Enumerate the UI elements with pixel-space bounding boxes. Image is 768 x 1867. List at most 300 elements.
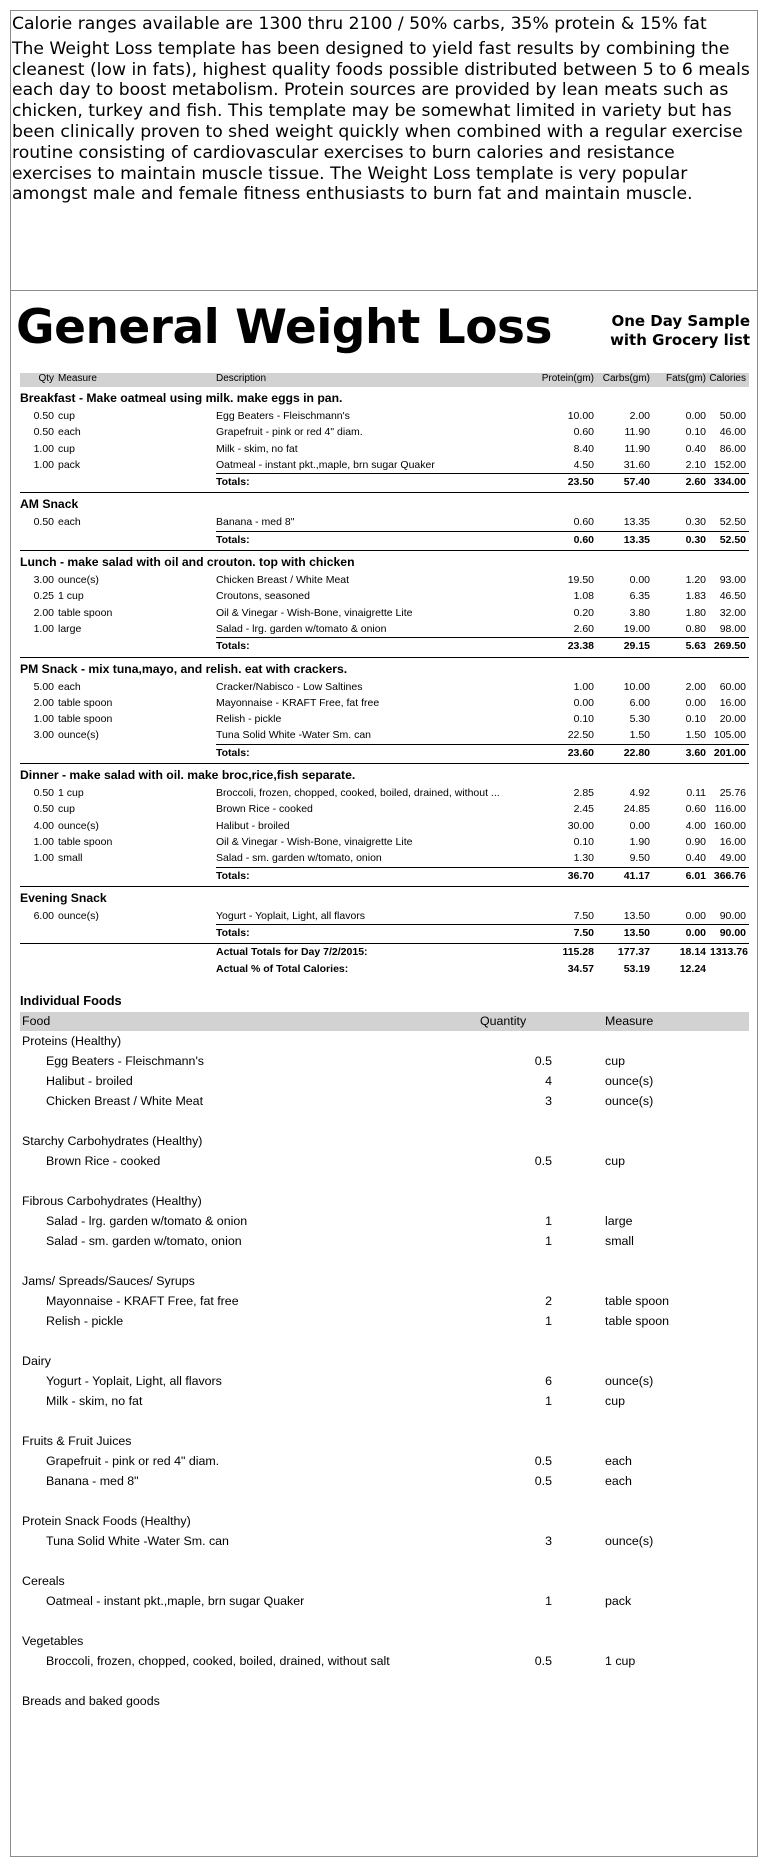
food-name: Milk - skim, no fat bbox=[46, 1394, 143, 1408]
item-measure: table spoon bbox=[58, 713, 113, 726]
food-name: Halibut - broiled bbox=[46, 1074, 133, 1088]
food-name: Oatmeal - instant pkt.,maple, brn sugar Quaker bbox=[46, 1594, 305, 1608]
item-calories: 49.00 bbox=[719, 852, 746, 865]
item-fats: 0.00 bbox=[685, 410, 706, 422]
item-calories: 46.00 bbox=[719, 426, 746, 439]
food-category bbox=[20, 1131, 749, 1151]
item-calories: 86.00 bbox=[719, 442, 746, 455]
col-qty: Qty bbox=[38, 373, 54, 384]
food-row bbox=[20, 1051, 749, 1071]
item-fats: 0.40 bbox=[685, 442, 706, 455]
item-measure: 1 cup bbox=[58, 787, 84, 800]
section-divider bbox=[10, 290, 758, 291]
food-measure: table spoon bbox=[605, 1294, 670, 1308]
meal-totals-row bbox=[20, 925, 749, 941]
food-measure: pack bbox=[605, 1594, 632, 1608]
item-description: Halibut - broiled bbox=[216, 819, 290, 832]
foods-table-header bbox=[20, 1012, 749, 1031]
food-category-name: Starchy Carbohydrates (Healthy) bbox=[22, 1134, 203, 1148]
item-measure: each bbox=[58, 426, 81, 439]
food-category-name: Breads and baked goods bbox=[22, 1694, 160, 1708]
item-protein: 0.60 bbox=[573, 426, 594, 439]
food-category bbox=[20, 1191, 749, 1211]
item-measure: pack bbox=[58, 458, 81, 471]
totals-label: Totals: bbox=[216, 746, 250, 759]
col-food: Food bbox=[22, 1014, 51, 1028]
totals-calories: 201.00 bbox=[713, 746, 746, 759]
item-measure: ounce(s) bbox=[58, 819, 99, 832]
totals-calories: 334.00 bbox=[713, 476, 746, 489]
item-qty: 1.00 bbox=[33, 835, 54, 848]
item-qty: 2.00 bbox=[33, 606, 54, 619]
item-calories: 60.00 bbox=[719, 680, 746, 693]
food-category-name: Fibrous Carbohydrates (Healthy) bbox=[22, 1194, 202, 1208]
food-quantity: 2 bbox=[545, 1294, 552, 1308]
meal-item-row bbox=[20, 727, 749, 743]
item-qty: 1.00 bbox=[33, 458, 54, 471]
food-row bbox=[20, 1591, 749, 1611]
meal-totals-row bbox=[20, 868, 749, 884]
item-protein: 2.60 bbox=[573, 622, 594, 635]
item-qty: 0.50 bbox=[33, 426, 54, 439]
item-description: Banana - med 8" bbox=[216, 516, 295, 529]
item-carbs: 6.35 bbox=[629, 590, 650, 603]
individual-foods-section bbox=[20, 990, 749, 1711]
foods-list bbox=[20, 1031, 749, 1711]
food-name: Tuna Solid White -Water Sm. can bbox=[46, 1534, 229, 1548]
item-measure: cup bbox=[58, 803, 75, 816]
meal-title: AM Snack bbox=[20, 497, 79, 512]
item-fats: 2.00 bbox=[685, 680, 706, 693]
item-qty: 6.00 bbox=[33, 909, 54, 922]
food-category-name: Vegetables bbox=[22, 1634, 84, 1648]
item-measure: small bbox=[58, 852, 83, 865]
item-measure: table spoon bbox=[58, 696, 113, 709]
totals-carbs: 29.15 bbox=[623, 640, 650, 653]
food-row bbox=[20, 1291, 749, 1311]
meal-item-row bbox=[20, 457, 749, 473]
food-measure: large bbox=[605, 1214, 633, 1228]
meal-totals-row bbox=[20, 532, 749, 548]
totals-carbs: 13.35 bbox=[623, 533, 650, 546]
item-description: Cracker/Nabisco - Low Saltines bbox=[216, 680, 363, 693]
food-category bbox=[20, 1271, 749, 1291]
food-name: Salad - lrg. garden w/tomato & onion bbox=[46, 1214, 248, 1228]
food-category-name: Cereals bbox=[22, 1574, 65, 1588]
totals-calories: 90.00 bbox=[719, 927, 746, 940]
category-spacer bbox=[20, 1491, 749, 1511]
food-name: Grapefruit - pink or red 4" diam. bbox=[46, 1454, 220, 1468]
category-spacer bbox=[20, 1111, 749, 1131]
totals-label: Totals: bbox=[216, 533, 250, 546]
item-fats: 4.00 bbox=[685, 819, 706, 832]
subtitle-line-1: One Day Sample bbox=[611, 312, 750, 330]
item-qty: 1.00 bbox=[33, 622, 54, 635]
actual-totals-carbs: 177.37 bbox=[617, 946, 650, 959]
category-spacer bbox=[20, 1611, 749, 1631]
item-carbs: 10.00 bbox=[623, 680, 650, 693]
meal-item-row bbox=[20, 834, 749, 850]
item-fats: 1.80 bbox=[685, 606, 706, 619]
actual-percent-protein: 34.57 bbox=[567, 962, 594, 975]
food-quantity: 1 bbox=[545, 1214, 552, 1228]
item-description: Oil & Vinegar - Wish-Bone, vinaigrette Lite bbox=[216, 835, 413, 848]
meal-item-row bbox=[20, 785, 749, 801]
page-title: General Weight Loss bbox=[16, 300, 552, 355]
food-quantity: 0.5 bbox=[534, 1454, 552, 1468]
item-carbs: 19.00 bbox=[623, 622, 650, 635]
item-carbs: 4.92 bbox=[629, 787, 650, 800]
meal-item-row bbox=[20, 850, 749, 866]
item-measure: large bbox=[58, 622, 82, 635]
item-description: Croutons, seasoned bbox=[216, 590, 310, 603]
item-protein: 0.60 bbox=[573, 516, 594, 529]
food-measure: ounce(s) bbox=[605, 1074, 654, 1088]
food-row bbox=[20, 1231, 749, 1251]
food-measure: ounce(s) bbox=[605, 1094, 654, 1108]
meal-item-row bbox=[20, 605, 749, 621]
item-carbs: 13.50 bbox=[623, 909, 650, 922]
item-protein: 1.00 bbox=[573, 680, 594, 693]
totals-protein: 0.60 bbox=[573, 533, 594, 546]
item-carbs: 0.00 bbox=[629, 819, 650, 832]
food-row bbox=[20, 1071, 749, 1091]
meal-totals-row bbox=[20, 638, 749, 654]
food-quantity: 0.5 bbox=[534, 1154, 552, 1168]
actual-percent-fats: 12.24 bbox=[679, 962, 706, 975]
food-measure: cup bbox=[605, 1154, 625, 1168]
actual-totals-protein: 115.28 bbox=[562, 946, 594, 959]
item-qty: 3.00 bbox=[33, 729, 54, 742]
item-protein: 0.00 bbox=[573, 696, 594, 709]
item-description: Salad - lrg. garden w/tomato & onion bbox=[216, 622, 387, 635]
item-description: Egg Beaters - Fleischmann's bbox=[216, 410, 350, 422]
item-fats: 1.20 bbox=[685, 574, 706, 587]
food-row bbox=[20, 1651, 749, 1671]
food-quantity: 1 bbox=[545, 1314, 552, 1328]
item-description: Relish - pickle bbox=[216, 713, 282, 726]
food-name: Egg Beaters - Fleischmann's bbox=[46, 1054, 205, 1068]
item-measure: ounce(s) bbox=[58, 729, 99, 742]
item-fats: 1.83 bbox=[685, 590, 706, 603]
col-calories: Calories bbox=[709, 373, 746, 384]
food-quantity: 0.5 bbox=[534, 1054, 552, 1068]
item-protein: 8.40 bbox=[573, 442, 594, 455]
meal-totals-row bbox=[20, 745, 749, 761]
item-carbs: 1.50 bbox=[629, 729, 650, 742]
item-qty: 0.50 bbox=[33, 787, 54, 800]
meal-block bbox=[20, 766, 749, 887]
item-qty: 1.00 bbox=[33, 442, 54, 455]
item-calories: 20.00 bbox=[719, 713, 746, 726]
item-fats: 0.00 bbox=[685, 696, 706, 709]
food-category bbox=[20, 1571, 749, 1591]
food-category-name: Dairy bbox=[22, 1354, 51, 1368]
item-description: Tuna Solid White -Water Sm. can bbox=[216, 729, 372, 742]
item-carbs: 0.00 bbox=[629, 574, 650, 587]
food-category-name: Protein Snack Foods (Healthy) bbox=[22, 1514, 191, 1528]
meal-item-row bbox=[20, 514, 749, 530]
item-fats: 0.11 bbox=[686, 787, 706, 800]
food-name: Relish - pickle bbox=[46, 1314, 124, 1328]
meal-title: PM Snack - mix tuna,mayo, and relish. eat with crackers. bbox=[20, 661, 348, 676]
item-protein: 1.08 bbox=[573, 590, 594, 603]
food-name: Yogurt - Yoplait, Light, all flavors bbox=[46, 1374, 222, 1388]
meal-item-row bbox=[20, 621, 749, 637]
item-qty: 4.00 bbox=[33, 819, 54, 832]
item-qty: 0.50 bbox=[33, 803, 54, 816]
actual-percent-label: Actual % of Total Calories: bbox=[216, 962, 349, 975]
meal-block bbox=[20, 553, 749, 657]
item-protein: 19.50 bbox=[567, 574, 594, 587]
food-quantity: 1 bbox=[545, 1394, 552, 1408]
item-fats: 0.90 bbox=[685, 835, 706, 848]
item-measure: 1 cup bbox=[58, 590, 84, 603]
food-measure: each bbox=[605, 1454, 632, 1468]
item-protein: 10.00 bbox=[567, 410, 594, 422]
totals-protein: 23.60 bbox=[567, 746, 594, 759]
totals-carbs: 22.80 bbox=[623, 746, 650, 759]
individual-foods-heading: Individual Foods bbox=[20, 993, 122, 1008]
item-description: Yogurt - Yoplait, Light, all flavors bbox=[216, 909, 366, 922]
item-description: Broccoli, frozen, chopped, cooked, boiled, drained, without ... bbox=[216, 787, 500, 800]
meal-item-row bbox=[20, 908, 749, 924]
food-quantity: 0.5 bbox=[534, 1654, 552, 1668]
item-qty: 1.00 bbox=[33, 713, 54, 726]
item-description: Oatmeal - instant pkt.,maple, brn sugar Quaker bbox=[216, 458, 435, 471]
meal-title: Lunch - make salad with oil and crouton. top with chicken bbox=[20, 555, 355, 570]
meal-title: Dinner - make salad with oil. make broc,rice,fish separate. bbox=[20, 768, 356, 783]
meal-item-row bbox=[20, 679, 749, 695]
item-description: Brown Rice - cooked bbox=[216, 803, 313, 816]
item-measure: table spoon bbox=[58, 835, 113, 848]
food-row bbox=[20, 1311, 749, 1331]
item-measure: cup bbox=[58, 410, 75, 422]
totals-calories: 52.50 bbox=[719, 533, 746, 546]
item-fats: 0.00 bbox=[685, 909, 706, 922]
item-calories: 93.00 bbox=[719, 574, 746, 587]
totals-fats: 5.63 bbox=[685, 640, 706, 653]
meal-item-row bbox=[20, 424, 749, 440]
food-row bbox=[20, 1451, 749, 1471]
item-description: Grapefruit - pink or red 4" diam. bbox=[216, 426, 363, 439]
item-description: Chicken Breast / White Meat bbox=[216, 574, 350, 587]
totals-fats: 3.60 bbox=[685, 746, 706, 759]
food-name: Banana - med 8" bbox=[46, 1474, 139, 1488]
food-row bbox=[20, 1531, 749, 1551]
totals-protein: 7.50 bbox=[573, 927, 594, 940]
item-measure: cup bbox=[58, 442, 75, 455]
item-fats: 0.10 bbox=[685, 426, 706, 439]
item-qty: 0.50 bbox=[33, 410, 54, 422]
item-protein: 7.50 bbox=[573, 909, 594, 922]
item-calories: 160.00 bbox=[713, 819, 746, 832]
item-measure: each bbox=[58, 680, 81, 693]
totals-carbs: 57.40 bbox=[623, 476, 650, 489]
item-qty: 1.00 bbox=[33, 852, 54, 865]
item-description: Mayonnaise - KRAFT Free, fat free bbox=[216, 696, 380, 709]
food-category bbox=[20, 1031, 749, 1051]
category-spacer bbox=[20, 1251, 749, 1271]
meal-item-row bbox=[20, 801, 749, 817]
food-name: Salad - sm. garden w/tomato, onion bbox=[46, 1234, 242, 1248]
col-carbs: Carbs(gm) bbox=[602, 373, 650, 384]
item-calories: 50.00 bbox=[719, 410, 746, 422]
category-spacer bbox=[20, 1551, 749, 1571]
food-category bbox=[20, 1631, 749, 1651]
food-name: Broccoli, frozen, chopped, cooked, boiled, drained, without salt bbox=[46, 1654, 390, 1668]
meal-item-row bbox=[20, 572, 749, 588]
food-quantity: 1 bbox=[545, 1234, 552, 1248]
actual-totals-calories: 1313.76 bbox=[710, 946, 748, 959]
totals-fats: 0.00 bbox=[685, 927, 706, 940]
food-measure: small bbox=[605, 1234, 634, 1248]
actual-percent-row bbox=[20, 961, 749, 977]
item-carbs: 11.90 bbox=[624, 442, 650, 455]
item-qty: 2.00 bbox=[33, 696, 54, 709]
item-description: Salad - sm. garden w/tomato, onion bbox=[216, 852, 382, 865]
totals-label: Totals: bbox=[216, 640, 250, 653]
item-protein: 1.30 bbox=[573, 852, 594, 865]
food-quantity: 1 bbox=[545, 1594, 552, 1608]
food-quantity: 0.5 bbox=[534, 1474, 552, 1488]
meal-block bbox=[20, 889, 749, 945]
item-carbs: 11.90 bbox=[624, 426, 650, 439]
item-carbs: 13.35 bbox=[623, 516, 650, 529]
meal-item-row bbox=[20, 695, 749, 711]
item-calories: 52.50 bbox=[719, 516, 746, 529]
item-qty: 5.00 bbox=[33, 680, 54, 693]
meal-totals-row bbox=[20, 474, 749, 490]
totals-fats: 6.01 bbox=[685, 869, 706, 882]
item-calories: 46.50 bbox=[719, 590, 746, 603]
food-quantity: 3 bbox=[545, 1534, 552, 1548]
totals-protein: 23.38 bbox=[567, 640, 594, 653]
meal-item-row bbox=[20, 818, 749, 834]
totals-carbs: 13.50 bbox=[623, 927, 650, 940]
item-protein: 0.10 bbox=[573, 835, 594, 848]
item-fats: 0.30 bbox=[685, 516, 706, 529]
totals-label: Totals: bbox=[216, 869, 250, 882]
food-row bbox=[20, 1471, 749, 1491]
food-quantity: 3 bbox=[545, 1094, 552, 1108]
item-protein: 22.50 bbox=[567, 729, 594, 742]
meal-block bbox=[20, 660, 749, 764]
item-qty: 0.25 bbox=[33, 590, 54, 603]
item-qty: 3.00 bbox=[33, 574, 54, 587]
intro-paragraph: The Weight Loss template has been designed to yield fast results by combining the cleanest (low in fats), highest quality foods possible distributed between 5 to 6 meals each day to boost metabolism. Protein sources are provided by lean meats such as chicken, turkey and fish. This template may be somewhat limited in variety but has been clinically proven to shed weight quickly when combined with a regular exercise routine consisting of cardiovascular exercises to burn calories and resistance exercises to maintain muscle tissue. The Weight Loss template is very popular amongst male and female fitness enthusiasts to burn fat and maintain muscle. bbox=[12, 38, 750, 205]
category-spacer bbox=[20, 1171, 749, 1191]
food-row bbox=[20, 1091, 749, 1111]
category-spacer bbox=[20, 1331, 749, 1351]
totals-calories: 366.76 bbox=[713, 869, 746, 882]
food-measure: ounce(s) bbox=[605, 1374, 654, 1388]
item-measure: table spoon bbox=[58, 606, 113, 619]
item-protein: 2.45 bbox=[573, 803, 594, 816]
col-fats: Fats(gm) bbox=[666, 373, 706, 384]
actual-totals-label: Actual Totals for Day 7/2/2015: bbox=[216, 946, 368, 959]
item-calories: 152.00 bbox=[713, 458, 746, 471]
food-row bbox=[20, 1211, 749, 1231]
item-fats: 0.60 bbox=[685, 803, 706, 816]
meal-title: Evening Snack bbox=[20, 890, 107, 905]
item-calories: 105.00 bbox=[713, 729, 746, 742]
category-spacer bbox=[20, 1411, 749, 1431]
meal-block bbox=[20, 389, 749, 493]
totals-label: Totals: bbox=[216, 476, 250, 489]
totals-protein: 36.70 bbox=[567, 869, 594, 882]
item-fats: 0.80 bbox=[685, 622, 706, 635]
item-fats: 0.10 bbox=[685, 713, 706, 726]
col-protein: Protein(gm) bbox=[541, 373, 594, 384]
col-measure: Measure bbox=[58, 373, 97, 384]
meal-title: Breakfast - Make oatmeal using milk. make eggs in pan. bbox=[20, 391, 343, 405]
food-measure: table spoon bbox=[605, 1314, 670, 1328]
actual-totals-row bbox=[20, 944, 749, 960]
item-measure: each bbox=[58, 516, 81, 529]
meal-table-header bbox=[20, 373, 749, 387]
item-description: Milk - skim, no fat bbox=[216, 442, 298, 455]
item-carbs: 1.90 bbox=[629, 835, 650, 848]
item-protein: 2.85 bbox=[573, 787, 594, 800]
item-carbs: 2.00 bbox=[629, 410, 650, 422]
actual-percent-carbs: 53.19 bbox=[623, 962, 650, 975]
page-subtitle bbox=[530, 312, 750, 350]
meal-item-row bbox=[20, 441, 749, 457]
item-carbs: 9.50 bbox=[629, 852, 650, 865]
item-carbs: 3.80 bbox=[629, 606, 650, 619]
totals-calories: 269.50 bbox=[713, 640, 746, 653]
meal-item-row bbox=[20, 711, 749, 727]
item-protein: 30.00 bbox=[567, 819, 594, 832]
item-fats: 0.40 bbox=[685, 852, 706, 865]
food-category bbox=[20, 1511, 749, 1531]
food-measure: ounce(s) bbox=[605, 1534, 654, 1548]
item-calories: 90.00 bbox=[719, 909, 746, 922]
subtitle-line-2: with Grocery list bbox=[610, 331, 750, 349]
item-carbs: 24.85 bbox=[623, 803, 650, 816]
calorie-range-line: Calorie ranges available are 1300 thru 2100 / 50% carbs, 35% protein & 15% fat bbox=[12, 14, 707, 34]
food-category bbox=[20, 1431, 749, 1451]
food-category-name: Fruits & Fruit Juices bbox=[22, 1434, 132, 1448]
item-fats: 2.10 bbox=[685, 458, 706, 471]
food-name: Chicken Breast / White Meat bbox=[46, 1094, 204, 1108]
item-calories: 116.00 bbox=[714, 803, 746, 816]
meal-plan-table bbox=[20, 389, 749, 977]
item-measure: ounce(s) bbox=[58, 909, 99, 922]
meal-item-row bbox=[20, 588, 749, 604]
food-row bbox=[20, 1151, 749, 1171]
item-calories: 98.00 bbox=[719, 622, 746, 635]
item-description: Oil & Vinegar - Wish-Bone, vinaigrette Lite bbox=[216, 606, 413, 619]
col-description: Description bbox=[216, 373, 267, 384]
food-category bbox=[20, 1351, 749, 1371]
food-quantity: 4 bbox=[545, 1074, 552, 1088]
actual-totals-fats: 18.14 bbox=[679, 946, 706, 959]
item-carbs: 31.60 bbox=[623, 458, 650, 471]
item-qty: 0.50 bbox=[33, 516, 54, 529]
intro-section bbox=[12, 14, 752, 205]
item-calories: 32.00 bbox=[719, 606, 746, 619]
item-measure: ounce(s) bbox=[58, 574, 99, 587]
food-row bbox=[20, 1371, 749, 1391]
meal-item-row bbox=[20, 408, 749, 424]
food-measure: cup bbox=[605, 1054, 625, 1068]
item-carbs: 5.30 bbox=[629, 713, 650, 726]
food-category-name: Jams/ Spreads/Sauces/ Syrups bbox=[22, 1274, 195, 1288]
col-quantity: Quantity bbox=[480, 1014, 527, 1028]
totals-fats: 2.60 bbox=[685, 476, 706, 489]
